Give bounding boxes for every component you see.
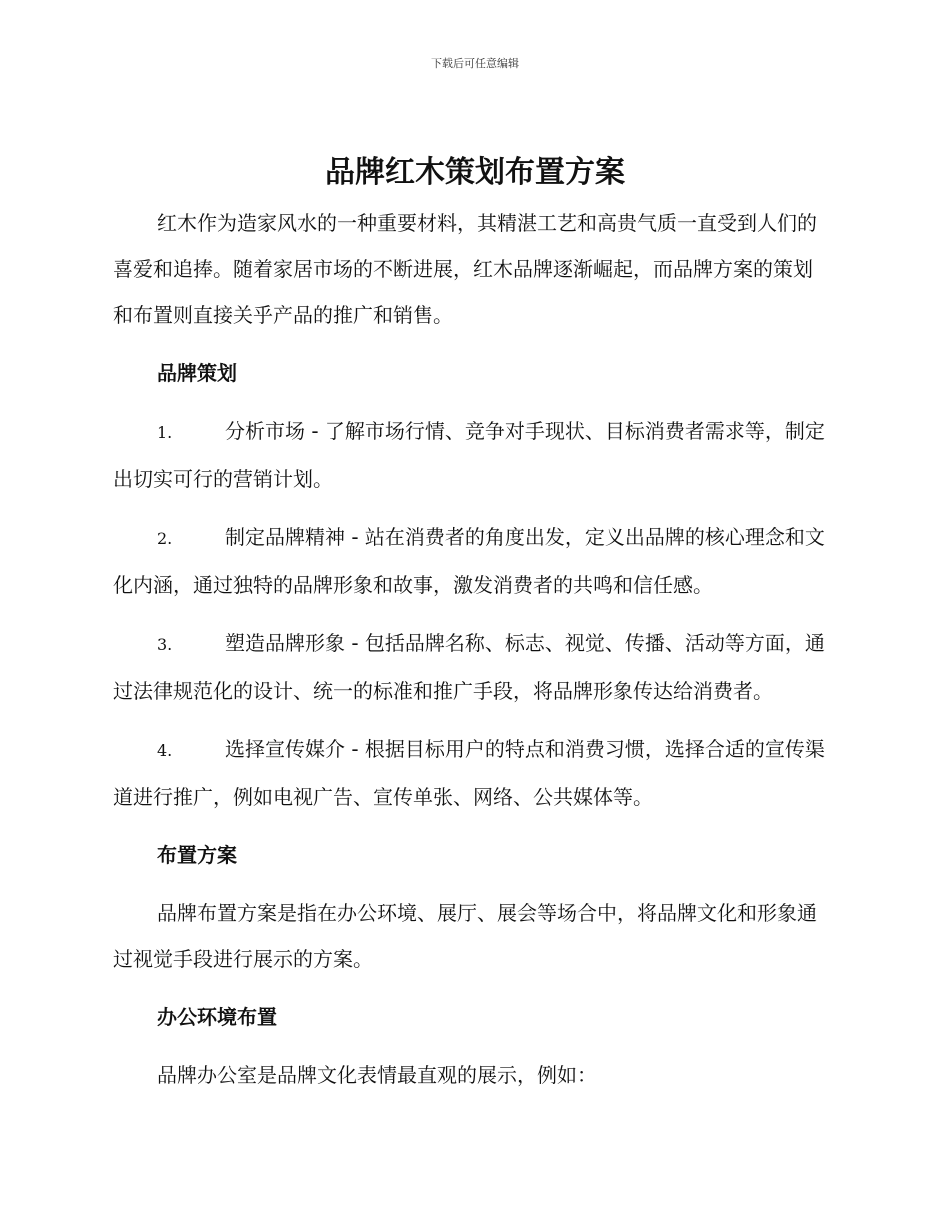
list-item-number: 1. bbox=[157, 423, 173, 442]
list-item-text: 制定品牌精神 - 站在消费者的角度出发，定义出品牌的核心理念和文化内涵，通过独特的品牌形象和故事，激发消费者的共鸣和信任感。 bbox=[113, 525, 825, 597]
list-item-number: 4. bbox=[157, 741, 173, 760]
section-heading-office: 办公环境布置 bbox=[157, 1005, 277, 1029]
intro-paragraph: 红木作为造家风水的一种重要材料，其精湛工艺和高贵气质一直受到人们的喜爱和追捧。随着家居市场的不断进展，红木品牌逐渐崛起，而品牌方案的策划和布置则直接关乎产品的推广和销售。 bbox=[113, 211, 817, 327]
list-item-text: 选择宣传媒介 - 根据目标用户的特点和消费习惯，选择合适的宣传渠道进行推广，例如电视广告、宣传单张、网络、公共媒体等。 bbox=[113, 737, 825, 809]
list-item-text: 分析市场 - 了解市场行情、竞争对手现状、目标消费者需求等，制定出切实可行的营销计划。 bbox=[113, 419, 825, 491]
list-item bbox=[113, 726, 831, 820]
list-item-text: 塑造品牌形象 - 包括品牌名称、标志、视觉、传播、活动等方面，通过法律规范化的设计、统一的标准和推广手段，将品牌形象传达给消费者。 bbox=[113, 631, 825, 703]
header-note: 下载后可任意编辑 bbox=[431, 57, 519, 70]
section-heading-layout: 布置方案 bbox=[157, 843, 237, 867]
section-heading-planning: 品牌策划 bbox=[157, 361, 237, 385]
list-item-number: 2. bbox=[157, 529, 173, 548]
layout-paragraph: 品牌布置方案是指在办公环境、展厅、展会等场合中，将品牌文化和形象通过视觉手段进行展示的方案。 bbox=[113, 901, 817, 971]
list-item bbox=[113, 620, 831, 714]
office-paragraph: 品牌办公室是品牌文化表情最直观的展示，例如： bbox=[157, 1063, 597, 1087]
list-item bbox=[113, 408, 831, 502]
list-item bbox=[113, 514, 831, 608]
document-body bbox=[113, 200, 831, 1098]
list-item-number: 3. bbox=[157, 635, 173, 654]
document-title: 品牌红木策划布置方案 bbox=[325, 155, 625, 190]
